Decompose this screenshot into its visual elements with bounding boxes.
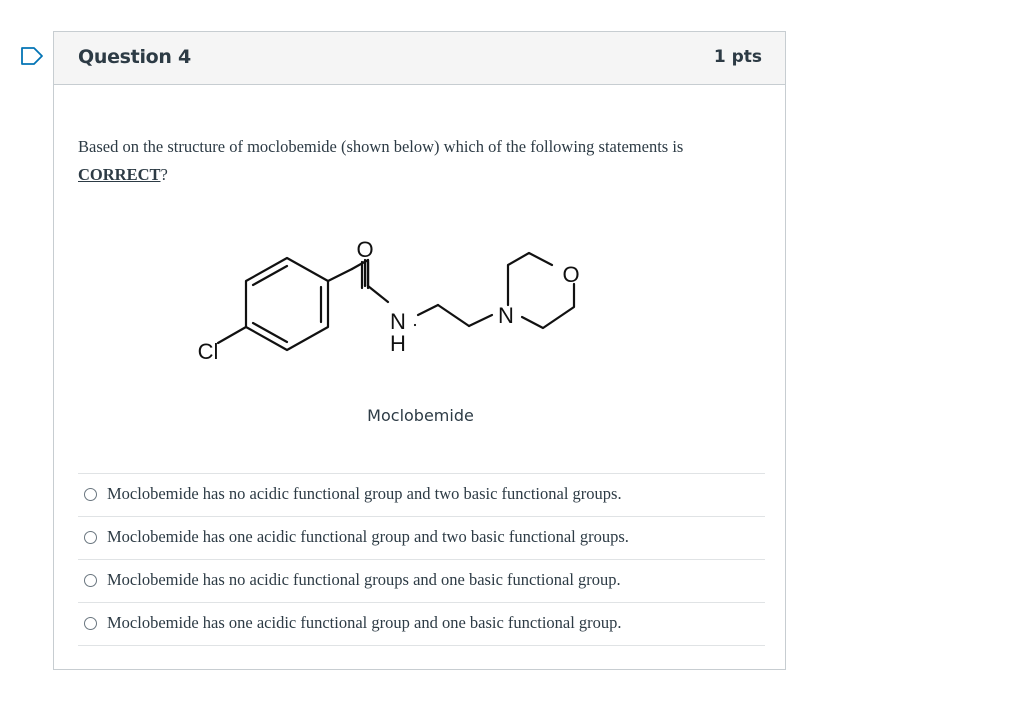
structure-caption: Moclobemide bbox=[367, 406, 474, 425]
question-text-emphasis: CORRECT bbox=[78, 165, 161, 184]
answer-list bbox=[78, 473, 765, 646]
answer-label: Moclobemide has one acidic functional group and one basic functional group. bbox=[107, 613, 622, 632]
radio-button[interactable] bbox=[84, 617, 97, 630]
structure-label-carbonyl-oxygen: O bbox=[356, 237, 374, 262]
structure-label-morpholine-oxygen: O bbox=[562, 262, 580, 287]
structure-label-morpholine-nitrogen: N bbox=[498, 303, 514, 328]
radio-button[interactable] bbox=[84, 488, 97, 501]
answer-option[interactable] bbox=[78, 474, 765, 517]
answer-option[interactable] bbox=[78, 603, 765, 646]
answer-option[interactable] bbox=[78, 560, 765, 603]
question-header bbox=[54, 32, 785, 85]
question-card bbox=[53, 31, 786, 670]
question-text-main: Based on the structure of moclobemide (shown below) which of the following statements is bbox=[78, 137, 684, 156]
answer-label: Moclobemide has one acidic functional group and two basic functional groups. bbox=[107, 527, 629, 546]
flag-question-icon[interactable] bbox=[20, 47, 44, 65]
moclobemide-structure bbox=[197, 225, 618, 375]
answer-label: Moclobemide has no acidic functional groups and one basic functional group. bbox=[107, 570, 621, 589]
answer-label: Moclobemide has no acidic functional group and two basic functional groups. bbox=[107, 484, 622, 503]
answer-option[interactable] bbox=[78, 517, 765, 560]
question-text-end: ? bbox=[160, 165, 168, 184]
radio-button[interactable] bbox=[84, 574, 97, 587]
structure-label-amide-nitrogen: N bbox=[390, 309, 406, 334]
question-name: Question 4 bbox=[78, 46, 191, 68]
radio-button[interactable] bbox=[84, 531, 97, 544]
structure-label-amide-hydrogen: H bbox=[390, 331, 406, 356]
question-points: 1 pts bbox=[713, 47, 762, 67]
structure-label-chlorine: Cl bbox=[197, 339, 219, 364]
question-text bbox=[78, 133, 768, 189]
